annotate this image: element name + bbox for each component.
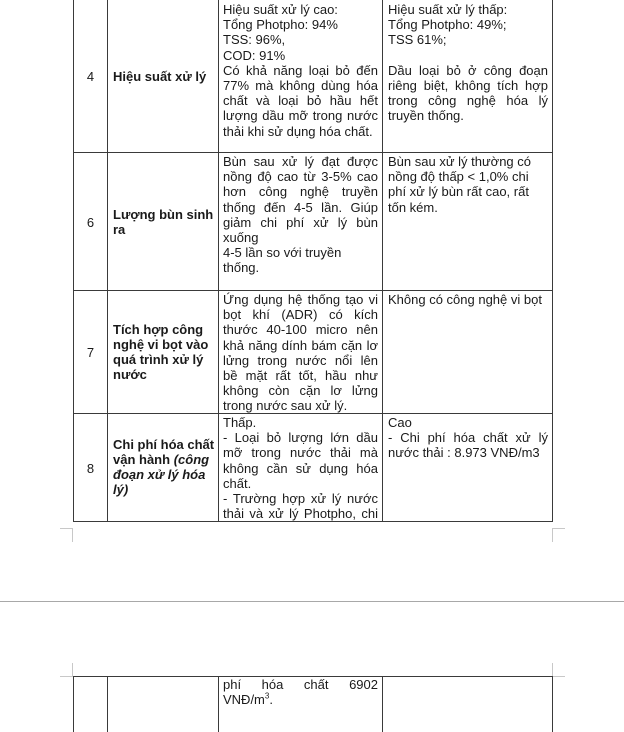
row-divider	[73, 290, 553, 291]
row-number: 4	[86, 69, 95, 84]
traditional-cell: Không có công nghệ vi bọt	[388, 292, 542, 307]
row-number: 6	[86, 215, 95, 230]
table-border-right	[552, 0, 553, 521]
new-tech-cell: Bùn sau xử lý đạt được nồng độ cao từ 3-5% cao hơn công nghệ truyền thống đến 4-5 lần. Giúp giảm chi phí xử lý bùn xuống 4-5 lần so với truyền thống.	[223, 154, 378, 276]
new-tech-cell: Thấp. - Loại bỏ lượng lớn dầu mỡ trong nước thải mà không cần sử dụng hóa chất. - Trường hợp xử lý nước thải và xử lý Photpho, chi	[223, 415, 378, 522]
table-border-col3	[382, 676, 383, 732]
new-tech-cell: Hiệu suất xử lý cao: Tổng Photpho: 94% TSS: 96%, COD: 91% Có khả năng loại bỏ đến 77% mà không dùng hóa chất và loại bỏ hầu hết lượng dầu mỡ trong nước thải khi sử dụng hóa chất.	[223, 2, 378, 139]
continuation-cell: phí hóa chất 6902 VNĐ/$m^3$.	[223, 677, 378, 708]
traditional-cell: Cao - Chi phí hóa chất xử lý nước thải : 8.973 VNĐ/m3	[388, 415, 548, 461]
row-number: 8	[86, 461, 95, 476]
traditional-cell: Hiệu suất xử lý thấp: Tổng Photpho: 49%; TSS 61%; Dầu loại bỏ ở công đoạn riêng biệt, không tích hợp trong công nghệ hóa lý truyền thống.	[388, 2, 548, 124]
table-border-col3	[382, 0, 383, 521]
table-border-col2	[218, 676, 219, 732]
row-divider	[73, 152, 553, 153]
table-border-col2	[218, 0, 219, 521]
page-break	[0, 601, 624, 602]
table-border-col1	[107, 676, 108, 732]
row-criterion: Tích hợp công nghệ vi bọt vào quá trình xử lý nước	[113, 322, 209, 382]
row-criterion: Lượng bùn sinh ra	[113, 207, 214, 237]
row-number: 7	[86, 345, 95, 360]
table-border-col1	[107, 0, 108, 521]
row-criterion: Chi phí hóa chất vận hành (công đoạn xử lý hóa lý)	[113, 437, 215, 497]
traditional-cell: Bùn sau xử lý thường có nồng độ thấp < 1,0% chi phí xử lý bùn rất cao, rất tốn kém.	[388, 154, 531, 215]
row-criterion: Hiệu suất xử lý	[113, 69, 207, 84]
table-border-right	[552, 676, 553, 732]
table-border-left	[73, 676, 74, 732]
new-tech-cell: Ứng dụng hệ thống tạo vi bọt khí (ADR) có kích thước 40-100 micro nên khả năng dính bám cặn lơ lửng trong nước nổi lên bề mặt rất tốt, hầu như không còn cặn lơ lửng trong nước sau xử lý.	[223, 292, 378, 414]
